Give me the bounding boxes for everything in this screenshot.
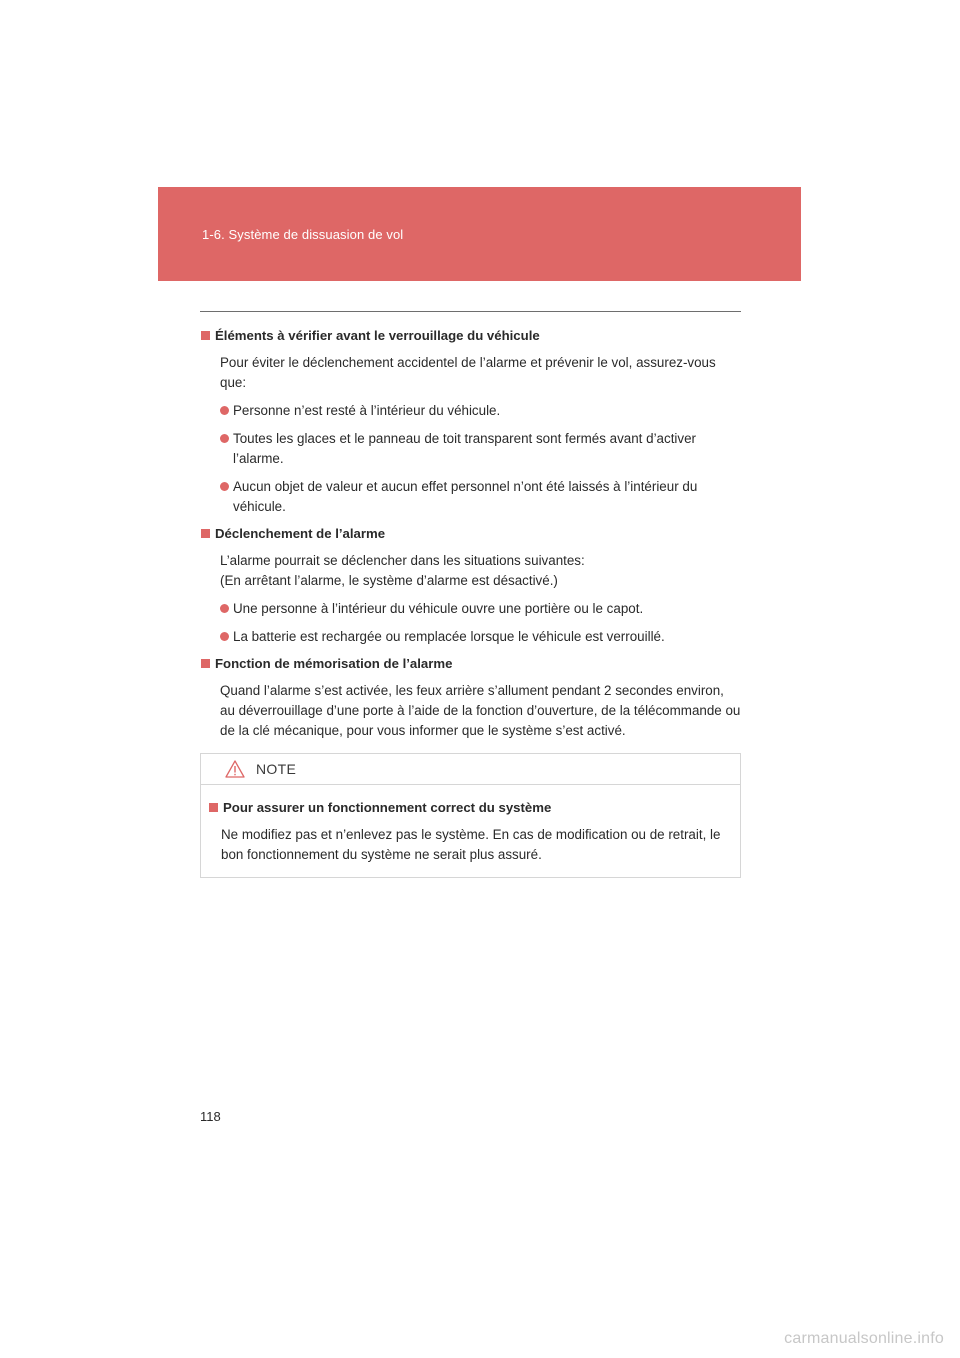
section-text: Quand l’alarme s’est activée, les feux arrière s’allument pendant 2 secondes environ, au déverrouillage d’une porte à l’aide de la fonction d’ouverture, de la télécommande ou de la clé mécanique, pour vous informer que le système s’est activé.	[220, 683, 741, 738]
top-divider	[200, 311, 741, 312]
section-alarm-memory	[200, 654, 741, 741]
list-item: Personne n’est resté à l’intérieur du véhicule.	[220, 401, 741, 421]
circle-bullet-icon	[220, 434, 229, 443]
section-text: L’alarme pourrait se déclencher dans les situations suivantes: (En arrêtant l’alarme, le système d’alarme est désactivé.)	[220, 553, 585, 588]
warning-triangle-icon	[225, 760, 245, 778]
circle-bullet-icon	[220, 632, 229, 641]
note-box	[200, 753, 741, 878]
square-bullet-icon	[201, 659, 210, 668]
note-heading: Pour assurer un fonctionnement correct du système	[201, 798, 740, 818]
note-label: NOTE	[256, 761, 297, 777]
section-lock-checks	[200, 326, 741, 517]
circle-bullet-icon	[220, 604, 229, 613]
note-header	[201, 754, 740, 785]
square-bullet-icon	[201, 331, 210, 340]
chapter-header-band	[158, 187, 801, 281]
circle-bullet-icon	[220, 482, 229, 491]
section-text: Pour éviter le déclenchement accidentel de l’alarme et prévenir le vol, assurez-vous que:	[220, 355, 716, 390]
list-item: Aucun objet de valeur et aucun effet personnel n’ont été laissés à l’intérieur du véhicule.	[220, 477, 741, 517]
list-item: Une personne à l’intérieur du véhicule ouvre une portière ou le capot.	[220, 599, 741, 619]
square-bullet-icon	[209, 803, 218, 812]
note-text: Ne modifiez pas et n’enlevez pas le système. En cas de modification ou de retrait, le bon fonctionnement du système ne serait plus assuré.	[221, 827, 721, 862]
section-heading: Fonction de mémorisation de l’alarme	[200, 654, 741, 674]
section-heading: Éléments à vérifier avant le verrouillage du véhicule	[200, 326, 741, 346]
list-item: Toutes les glaces et le panneau de toit transparent sont fermés avant d’activer l’alarme.	[220, 429, 741, 469]
main-content	[200, 326, 741, 741]
chapter-title: 1-6. Système de dissuasion de vol	[202, 227, 404, 242]
note-body	[201, 798, 740, 865]
section-alarm-trigger	[200, 524, 741, 647]
circle-bullet-icon	[220, 406, 229, 415]
page-number: 118	[200, 1109, 221, 1124]
list-item: La batterie est rechargée ou remplacée lorsque le véhicule est verrouillé.	[220, 627, 741, 647]
square-bullet-icon	[201, 529, 210, 538]
watermark: carmanualsonline.info	[784, 1330, 944, 1347]
section-heading: Déclenchement de l’alarme	[200, 524, 741, 544]
